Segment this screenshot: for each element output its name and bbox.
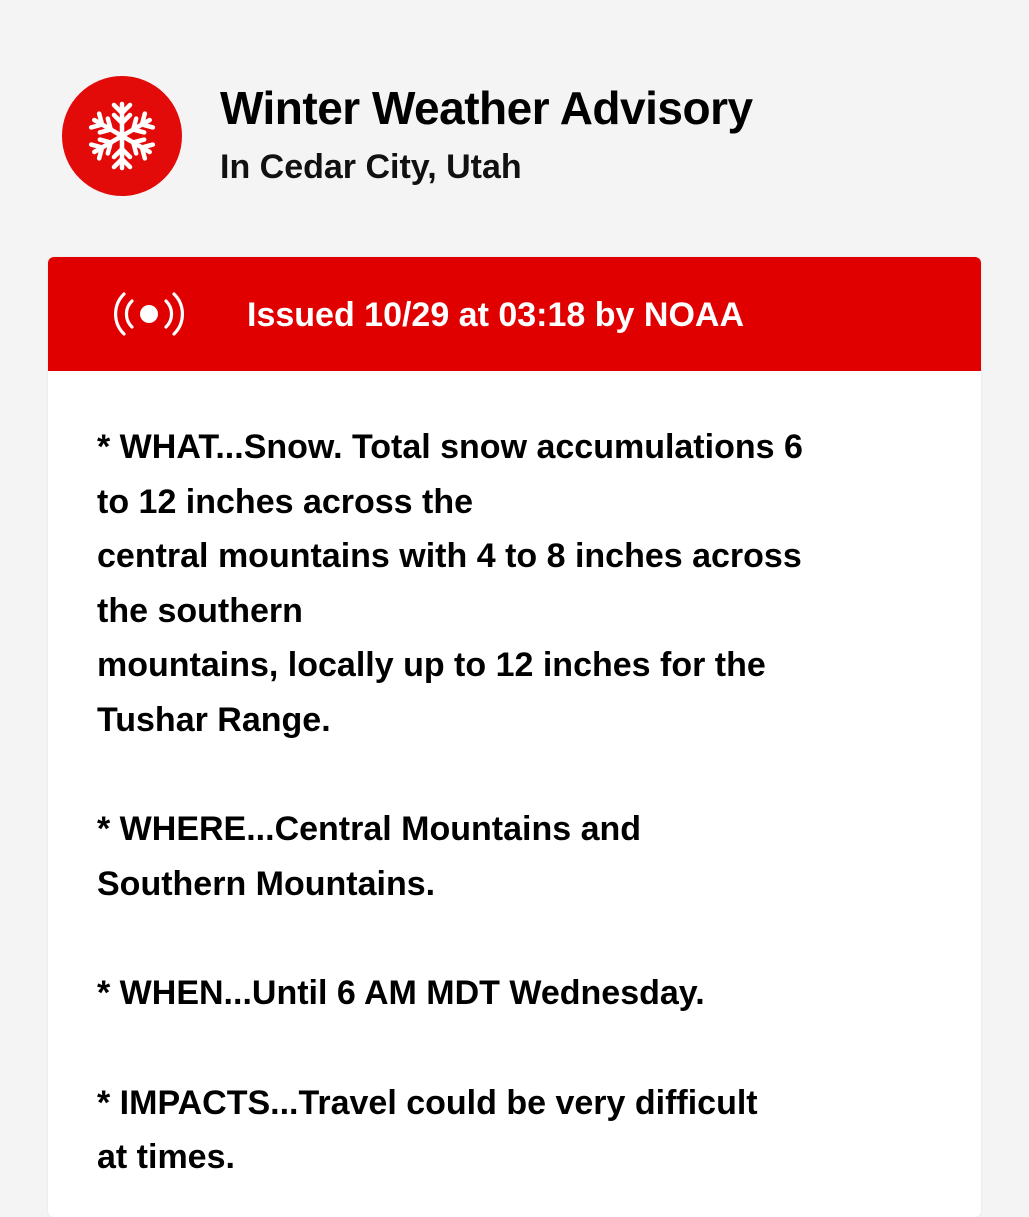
description-line: * WHEN...Until 6 AM MDT Wednesday. xyxy=(97,974,705,1012)
description-line: at times. xyxy=(97,1138,235,1176)
advisory-title: Winter Weather Advisory xyxy=(220,82,753,134)
description-line: the southern xyxy=(97,591,303,630)
what-paragraph xyxy=(97,420,927,747)
description-line: Tushar Range. xyxy=(97,700,331,739)
description-line: Southern Mountains. xyxy=(97,864,436,903)
advisory-card xyxy=(48,257,981,1217)
snowflake-icon xyxy=(62,76,182,196)
impacts-paragraph xyxy=(97,1076,927,1185)
issued-banner xyxy=(48,257,981,371)
description-line: * IMPACTS...Travel could be very difficult xyxy=(97,1083,758,1122)
where-paragraph xyxy=(97,802,927,911)
description-line: * WHAT...Snow. Total snow accumulations 6 xyxy=(97,428,803,466)
description-line: central mountains with 4 to 8 inches across xyxy=(97,537,802,575)
when-paragraph xyxy=(97,966,927,1021)
description-line: * WHERE...Central Mountains and xyxy=(97,810,642,848)
description-line: mountains, locally up to 12 inches for the xyxy=(97,646,766,684)
description-line: to 12 inches across the xyxy=(97,482,474,521)
advisory-header xyxy=(62,76,1002,196)
broadcast-icon xyxy=(108,288,190,340)
issued-text: Issued 10/29 at 03:18 by NOAA xyxy=(247,296,745,334)
advisory-description xyxy=(48,371,927,1185)
advisory-location: In Cedar City, Utah xyxy=(220,148,522,186)
